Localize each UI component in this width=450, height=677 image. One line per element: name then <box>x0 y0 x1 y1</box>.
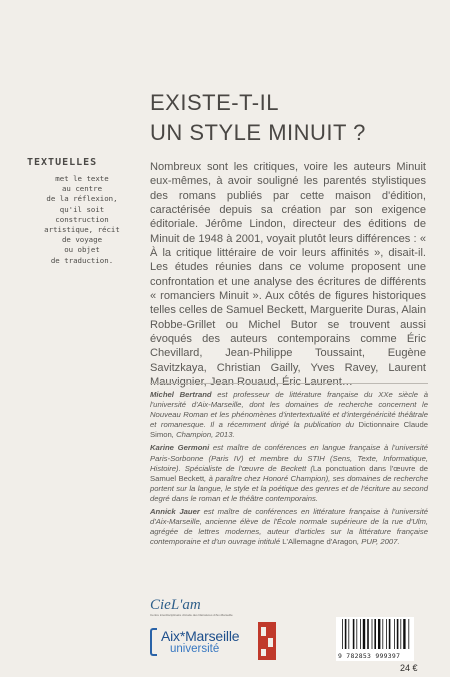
amu-bracket-icon <box>150 628 157 656</box>
divider <box>150 383 428 384</box>
barcode-bar <box>386 619 387 649</box>
barcode-bar <box>348 619 349 649</box>
author-bios <box>150 390 428 550</box>
barcode-bar <box>356 619 357 649</box>
collection-description <box>27 174 137 266</box>
amu-line-2: université <box>170 643 220 655</box>
collection-line: ou objet <box>64 245 100 255</box>
book-title <box>150 88 366 148</box>
barcode-bar <box>403 619 405 649</box>
cielam-wordmark: CieL'am <box>150 597 201 613</box>
bio-text: est maître de conférences en littérature française à l'université d'Aix-Marseille, ancienne élève de l'École normale supérieure de la rue d'Ulm, agrégée de lettres modernes, auteur d'articles sur la littérature française contemporaine et d'un ouvrage intitulé <box>150 507 428 547</box>
cielam-logo <box>150 598 260 620</box>
barcode-bar <box>374 619 376 649</box>
barcode-bar <box>367 619 369 649</box>
price: 24 € <box>400 663 418 673</box>
bio-michel-bertrand <box>150 390 428 440</box>
barcode-bar <box>372 619 373 649</box>
barcode-bar <box>360 619 361 649</box>
collection-line: de traduction. <box>50 255 114 265</box>
collection-block <box>27 157 137 266</box>
barcode-bar <box>400 619 401 649</box>
title-line-1: EXISTE-T-IL <box>150 90 279 115</box>
title-line-2: UN STYLE MINUIT ? <box>150 120 366 145</box>
cielam-subtitle: Centre interdisciplinaire d'étude des littératures d'Aix-Marseille <box>150 613 233 617</box>
collection-line: au centre <box>61 184 103 194</box>
barcode-bar <box>408 619 409 649</box>
author-name: Michel Bertrand <box>150 390 212 399</box>
collection-line: artistique, récit <box>44 225 120 235</box>
bio-book-title: La ponctuation dans l'œuvre de Samuel Beckett <box>150 463 429 483</box>
bio-text: est professeur de littérature française du XXe siècle à l'université d'Aix-Marseille, dont les domaines de recherche concernent le Nouveau Roman et les phénomènes d'intertextualité et d'intergénéricité théâtrale et romanesque. Il a récemment dirigé la publication du <box>150 390 428 430</box>
barcode-bar <box>363 619 365 649</box>
collection-name: TEXTUELLES <box>27 157 98 168</box>
bio-text: , Champion, 2013. <box>171 430 235 440</box>
bio-text: , PUP, 2007. <box>357 537 400 547</box>
barcode-bar <box>394 619 395 649</box>
bio-book-title: Dictionnaire Claude Simon <box>150 420 428 440</box>
bio-text: , à paraître chez Honoré Champion), ses domaines de recherche portent sur la langue, le style et la poétique des genres et de l'écriture au second degré dans le roman et le théâtre contemporains. <box>150 473 428 503</box>
barcode-bar <box>389 619 391 649</box>
bio-annick-jauer <box>150 507 428 547</box>
barcode-bar <box>345 619 347 649</box>
pup-logo-icon <box>258 622 276 660</box>
barcode-bar <box>382 619 383 649</box>
amu-line-1: Aix*Marseille <box>161 628 240 644</box>
barcode-digits: 9 782853 999397 <box>338 652 401 660</box>
barcode-bar <box>353 619 355 649</box>
bio-text: est maître de conférences en langue française à l'université Paris-Sorbonne (Paris IV) et membre du STIH (Sens, Texte, Informatique, Histoire). Spécialiste de l'œuvre de Beckett ( <box>150 443 429 473</box>
collection-line: de la réflexion, <box>46 194 118 204</box>
aix-marseille-logo <box>150 628 242 658</box>
bio-book-title: L'Allemagne d'Aragon <box>282 537 357 547</box>
barcode-bar <box>342 619 343 649</box>
barcode-bar <box>397 619 399 649</box>
author-name: Annick Jauer <box>150 507 200 517</box>
collection-line: construction <box>55 214 109 224</box>
collection-line: qu'il soit <box>59 204 105 214</box>
author-name: Karine Germoni <box>150 443 210 453</box>
collection-line: met le texte <box>55 174 109 183</box>
summary-text: Nombreux sont les critiques, voire les auteurs Minuit eux-mêmes, à avoir souligné les parentés stylistiques des romans publiés par cette maison d'édition, caractérisée depuis sa création par son exigence éditoriale. Jérôme Lindon, directeur des éditions de Minuit de 1948 à 2001, voyait plutôt leurs différences : « À la critique littéraire de voir leurs affinités », disait-il. Les études réunies dans ce volume proposent une confrontation et une analyse des écritures de différents « romanciers Minuit ». Aux côtés de figures historiques telles celles de Samuel Beckett, Marguerite Duras, Alain Robbe-Grillet ou Michel Butor se trouvent aussi évoqués des auteurs contemporains comme Éric Chevillard, Jean-Philippe Toussaint, Eugène Savitzkaya, Christian Gailly, Yves Ravey, Laurent Mauvignier, Jean Rouaud, Éric Laurent… <box>150 161 426 389</box>
collection-line: de voyage <box>61 235 103 245</box>
barcode <box>336 617 414 661</box>
bio-karine-germoni <box>150 443 428 504</box>
barcode-bars-icon <box>336 619 414 653</box>
barcode-bar <box>378 619 380 649</box>
